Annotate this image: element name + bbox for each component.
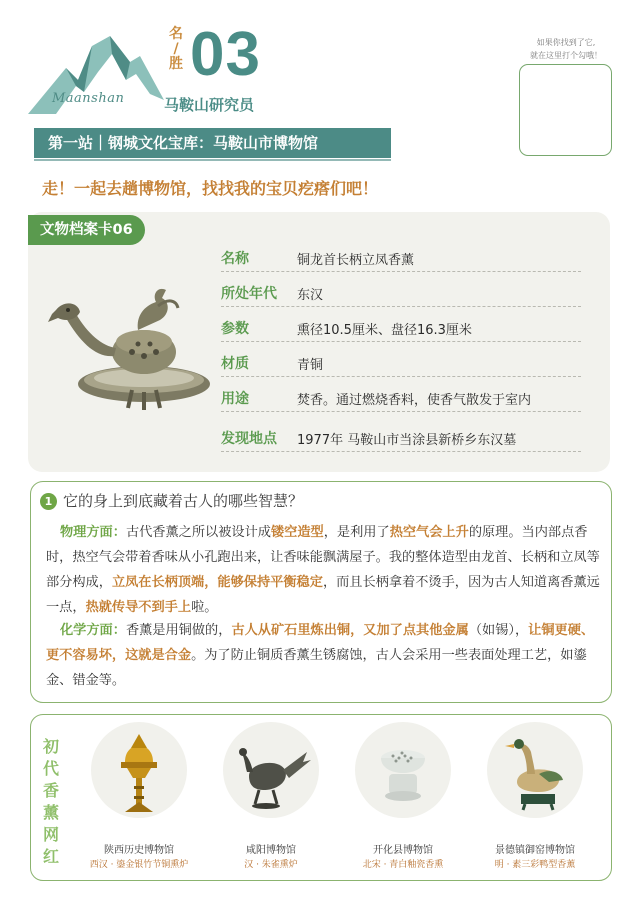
burner-museum: 咸阳博物馆 [246, 845, 296, 856]
info-row-usage [221, 384, 581, 412]
dragon-head-censer-icon [36, 272, 216, 422]
info-value: 铜龙首长柄立凤香薰 [297, 253, 415, 268]
info-row-material [221, 349, 581, 377]
invite-text: 走！一起去趟博物馆，找找我的宝贝疙瘩们吧！ [42, 179, 379, 198]
info-value: 1977年 马鞍山市当涂县新桥乡东汉墓 [297, 433, 517, 448]
duck-censer-icon [487, 722, 583, 818]
info-row-location [221, 424, 581, 452]
question-number-badge: 1 [40, 493, 57, 510]
artifact-card-tab: 文物档案卡06 [28, 215, 145, 245]
info-row-params [221, 314, 581, 342]
info-row-era [221, 279, 581, 307]
burner-caption: 西汉 · 鎏金银竹节铜熏炉 [89, 860, 189, 870]
wisdom-question [40, 490, 303, 511]
burner-item [78, 720, 200, 870]
info-value: 焚香。通过燃烧香料，使香气散发于室内 [297, 393, 532, 408]
burner-caption: 汉 · 朱雀熏炉 [244, 860, 298, 870]
burner-museum: 陕西历史博物馆 [104, 845, 174, 856]
burner-caption: 北宋 · 青白釉瓷香熏 [362, 860, 444, 870]
burner-item [210, 720, 332, 870]
burner-caption: 明 · 素三彩鸭型香薰 [494, 860, 576, 870]
info-key: 所处年代 [221, 286, 277, 302]
physics-label: 物理方面： [60, 525, 126, 540]
white-porcelain-censer-icon [355, 722, 451, 818]
chemistry-label: 化学方面： [60, 623, 126, 638]
gilt-bamboo-censer-icon [91, 722, 187, 818]
info-value: 东汉 [297, 288, 324, 303]
checkbox-note: 如果你找到了它, 就在这里打个勾哦！ [530, 38, 602, 60]
logo-wordmark: Maanshan [52, 91, 125, 106]
found-it-checkbox[interactable] [519, 64, 612, 156]
page-subtitle: 马鞍山研究员 [164, 96, 255, 114]
info-key: 用途 [221, 391, 249, 407]
burner-item [342, 720, 464, 870]
question-text: 它的身上到底藏着古人的哪些智慧？ [63, 492, 304, 510]
vermilion-bird-censer-icon [223, 722, 319, 818]
info-key: 参数 [221, 321, 249, 337]
info-value: 熏径10.5厘米、盘径16.3厘米 [297, 323, 472, 338]
section-vertical-title: 初代香薰网红 [42, 737, 59, 866]
physics-paragraph: 物理方面：古代香薰之所以被设计成镂空造型，是利用了热空气会上升的原理。当内部点香时，热空气会带着香味从小孔跑出来，让香味能飘满屋子。我的整体造型由龙首、长柄和立凤等部分构成，立凤在长柄顶端，能够保持平衡稳定，而且长柄拿着不烫手，因为古人知道离香薰远一点，热就传导不到手上啦。 [46, 525, 600, 615]
station-banner: 第一站｜钢城文化宝库：马鞍山市博物馆 [34, 128, 391, 158]
burner-item [474, 720, 596, 870]
info-row-name [221, 244, 581, 272]
info-key: 发现地点 [221, 431, 277, 447]
info-key: 材质 [221, 356, 249, 372]
info-value: 青铜 [297, 358, 324, 373]
page-number: 03 [190, 20, 261, 89]
chemistry-paragraph: 化学方面：香薰是用铜做的，古人从矿石里炼出铜，又加了点其他金属（如锡），让铜更硬、更不容易坏，这就是合金。为了防止铜质香薰生锈腐蚀，古人会采用一些表面处理工艺，如鎏金、错金等。 [46, 623, 595, 688]
ming-sheng-label: 名 / 胜 [169, 26, 183, 72]
burner-museum: 景德镇御窑博物馆 [495, 845, 575, 856]
burner-museum: 开化县博物馆 [373, 845, 433, 856]
info-key: 名称 [221, 251, 249, 267]
